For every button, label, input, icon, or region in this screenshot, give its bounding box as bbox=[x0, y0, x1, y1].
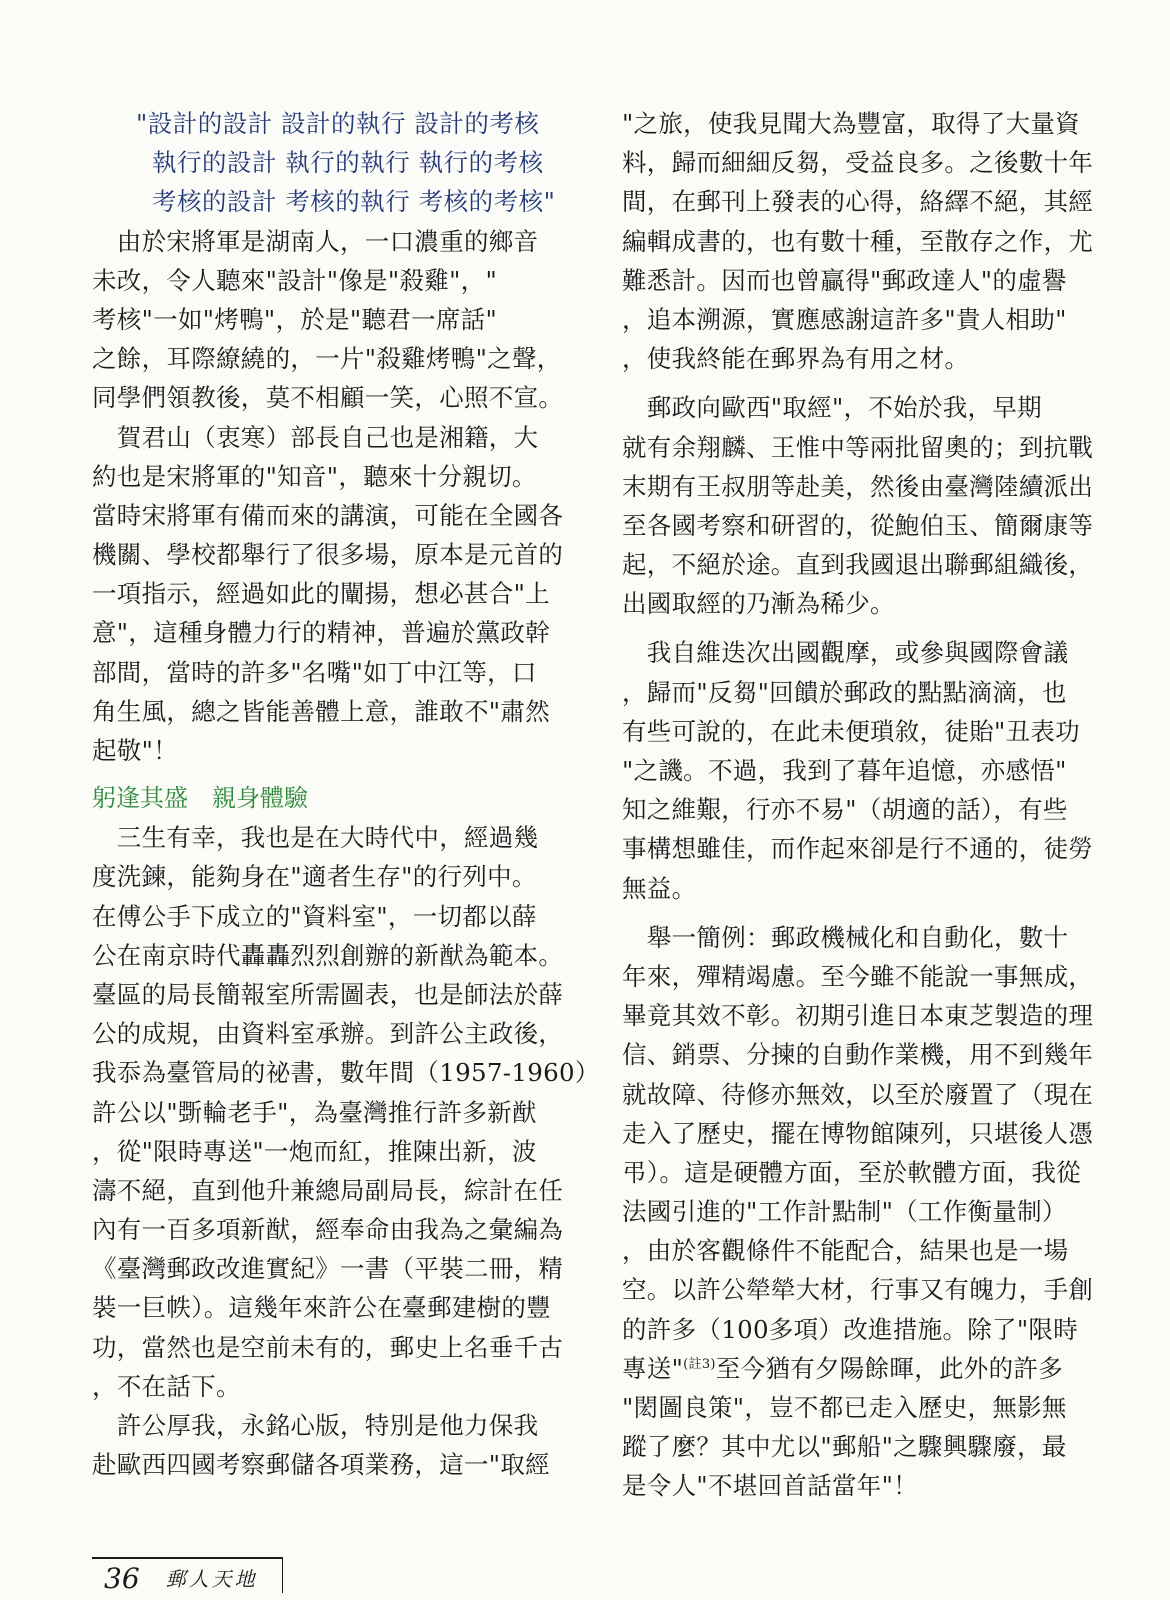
body-line: 信、銷票、分揀的自動作業機，用不到幾年 bbox=[622, 1040, 1094, 1070]
body-line: 由於宋將軍是湖南人，一口濃重的鄉音 bbox=[92, 226, 539, 256]
body-line: 三生有幸，我也是在大時代中，經過幾 bbox=[92, 823, 539, 853]
body-line: 機關、學校都舉行了很多場，原本是元首的 bbox=[92, 540, 564, 570]
body-line: 編輯成書的，也有數十種，至散存之作，尤 bbox=[622, 226, 1094, 256]
body-line: "之譏。不過，我到了暮年追憶，亦感悟" bbox=[622, 756, 1067, 785]
body-text-block bbox=[622, 104, 1094, 1506]
body-line: 許公以"斲輪老手"，為臺灣推行許多新猷 bbox=[92, 1097, 537, 1127]
body-line: 許公厚我，永銘心版，特別是他力保我 bbox=[92, 1411, 539, 1440]
footer-divider bbox=[282, 1557, 283, 1593]
body-line: 走入了歷史，擺在博物館陳列，只堪後人憑 bbox=[622, 1118, 1094, 1148]
quote-line: 執行的設計 執行的執行 執行的考核 bbox=[152, 148, 544, 178]
body-line: ，使我終能在郵界為有用之材。 bbox=[622, 344, 970, 374]
body-line: 功，當然也是空前未有的，郵史上名垂千古 bbox=[92, 1332, 564, 1362]
body-line: 就故障、待修亦無效，以至於廢置了（現在 bbox=[622, 1079, 1094, 1109]
quote-line: "設計的設計 設計的執行 設計的考核 bbox=[136, 109, 540, 138]
body-line: 內有一百多項新猷，經奉命由我為之彙編為 bbox=[92, 1215, 564, 1245]
page-footer bbox=[92, 1557, 282, 1595]
body-line: 出國取經的乃漸為稀少。 bbox=[622, 589, 895, 619]
body-line: ，從"限時專送"一炮而紅，推陳出新，波 bbox=[92, 1136, 537, 1166]
body-line: 間，在郵刊上發表的心得，絡繹不絕，其經 bbox=[622, 187, 1094, 217]
left-column bbox=[92, 104, 600, 1484]
body-line: 年來，殫精竭慮。至今雖不能說一事無成， bbox=[622, 961, 1094, 991]
body-line: 我自維迭次出國觀摩，或參與國際會議 bbox=[622, 638, 1069, 668]
body-line: ，歸而"反芻"回饋於郵政的點點滴滴，也 bbox=[622, 677, 1067, 707]
body-line: 臺區的局長簡報室所需圖表，也是師法於薛 bbox=[92, 979, 564, 1009]
body-line: 赴歐西四國考察郵儲各項業務，這一"取經 bbox=[92, 1450, 550, 1480]
body-text-block bbox=[92, 818, 600, 1484]
body-line: 意"，這種身體力行的精神，普遍於黨政幹 bbox=[92, 618, 550, 648]
body-line: 蹤了麼？其中尤以"郵船"之驟興驟廢，最 bbox=[622, 1432, 1067, 1462]
footnote-reference: (註3) bbox=[683, 1356, 716, 1372]
body-line: 就有余翔麟、王惟中等兩批留奧的；到抗戰 bbox=[622, 432, 1094, 462]
right-column bbox=[622, 104, 1094, 1506]
body-line: 的許多（100多項）改進措施。除了"限時 bbox=[622, 1314, 1079, 1344]
body-line: 知之維艱，行亦不易"（胡適的話），有些 bbox=[622, 795, 1068, 825]
body-line: 無益。 bbox=[622, 873, 697, 903]
body-text-block bbox=[92, 222, 562, 771]
body-line: 末期有王叔朋等赴美，然後由臺灣陸續派出 bbox=[622, 471, 1094, 501]
body-line: 角生風，總之皆能善體上意，誰敢不"肅然 bbox=[92, 696, 550, 726]
body-line: 料，歸而細細反芻，受益良多。之後數十年 bbox=[622, 148, 1094, 178]
body-line: 約也是宋將軍的"知音"，聽來十分親切。 bbox=[92, 461, 537, 491]
body-line: 部間，當時的許多"名嘴"如丁中江等，口 bbox=[92, 657, 537, 687]
body-text: 專送" bbox=[622, 1353, 684, 1383]
body-line: "之旅，使我見聞大為豐富，取得了大量資 bbox=[622, 109, 1080, 138]
body-line: 度洗鍊，能夠身在"適者生存"的行列中。 bbox=[92, 862, 537, 892]
body-line: 未改，令人聽來"設計"像是"殺雞"，" bbox=[92, 265, 498, 295]
body-line: 畢竟其效不彰。初期引進日本東芝製造的理 bbox=[622, 1001, 1094, 1031]
body-line: "閎圖良策"，豈不都已走入歷史，無影無 bbox=[622, 1393, 1067, 1422]
body-line: 事構想雖佳，而作起來卻是行不通的，徒勞 bbox=[622, 834, 1094, 864]
page-number: 36 bbox=[104, 1562, 140, 1595]
body-text: 至今猶有夕陽餘暉，此外的許多 bbox=[715, 1353, 1063, 1383]
body-line: 難悉計。因而也曾贏得"郵政達人"的虛譽 bbox=[622, 265, 1067, 295]
body-line: 空。以許公犖犖大材，行事又有魄力，手創 bbox=[622, 1275, 1094, 1305]
body-line: 法國引進的"工作計點制"（工作衡量制） bbox=[622, 1197, 1067, 1227]
body-line: 之餘，耳際繚繞的，一片"殺雞烤鴨"之聲， bbox=[92, 344, 562, 374]
body-line: ，追本溯源，實應感謝這許多"貴人相助" bbox=[622, 304, 1067, 334]
body-line: 舉一簡例：郵政機械化和自動化，數十 bbox=[622, 922, 1069, 952]
body-line: ，由於客觀條件不能配合，結果也是一場 bbox=[622, 1236, 1069, 1266]
body-line: 在傅公手下成立的"資料室"，一切都以薛 bbox=[92, 901, 537, 931]
body-line: 起敬"！ bbox=[92, 736, 178, 765]
body-line: 賀君山（衷寒）部長自己也是湘籍，大 bbox=[92, 422, 539, 452]
body-line-with-note bbox=[622, 1349, 1084, 1388]
body-line: 郵政向歐西"取經"，不始於我，早期 bbox=[622, 393, 1042, 423]
body-line: 當時宋將軍有備而來的講演，可能在全國各 bbox=[92, 500, 564, 530]
body-line: 我忝為臺管局的祕書，數年間（1957-1960） bbox=[92, 1058, 600, 1088]
body-line: 公的成規，由資料室承辦。到許公主政後， bbox=[92, 1019, 564, 1049]
magazine-title: 郵人天地 bbox=[165, 1567, 258, 1591]
body-line: 濤不絕，直到他升兼總局副局長，綜計在任 bbox=[92, 1175, 564, 1205]
body-line: 《臺灣郵政改進實紀》一書（平裝二冊，精 bbox=[92, 1254, 564, 1284]
body-line: 弔）。這是硬體方面，至於軟體方面，我從 bbox=[622, 1157, 1081, 1187]
body-line: 同學們領教後，莫不相顧一笑，心照不宣。 bbox=[92, 383, 564, 413]
body-line: 起，不絕於途。直到我國退出聯郵組織後， bbox=[622, 550, 1094, 580]
quote-line: 考核的設計 考核的執行 考核的考核" bbox=[152, 187, 556, 217]
body-line: ，不在話下。 bbox=[92, 1371, 241, 1401]
body-line: 有些可說的，在此未便瑣敘，徒貽"丑表功 bbox=[622, 716, 1080, 746]
body-line: 考核"一如"烤鴨"，於是"聽君一席話" bbox=[92, 304, 498, 334]
section-heading: 躬逢其盛 親身體驗 bbox=[92, 784, 308, 813]
body-line: 至各國考察和研習的，從鮑伯玉、簡爾康等 bbox=[622, 510, 1094, 540]
body-line: 一項指示，經過如此的闡揚，想必甚合"上 bbox=[92, 579, 550, 609]
body-line: 裝一巨帙）。這幾年來許公在臺郵建樹的豐 bbox=[92, 1293, 551, 1323]
body-line: 公在南京時代轟轟烈烈創辦的新猷為範本。 bbox=[92, 940, 564, 970]
body-line: 是令人"不堪回首話當年"！ bbox=[622, 1471, 918, 1501]
